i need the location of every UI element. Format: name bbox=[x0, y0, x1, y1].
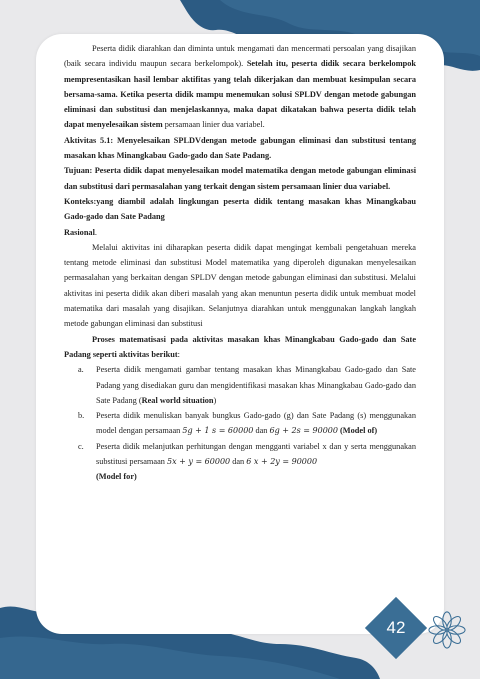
list-item bbox=[64, 439, 416, 485]
rasional-end: . bbox=[94, 227, 97, 237]
item-connector: dan bbox=[253, 426, 270, 436]
equation: 6g + 2s = 90000 bbox=[269, 426, 338, 436]
page-content bbox=[64, 41, 416, 485]
rasional-paragraph: Melalui aktivitas ini diharapkan peserta didik dapat mengingat kembali pengetahuan mereka tentang metode eliminasi dan substitusi Model matematika yang diperoleh digunakan menyelesaikan permasalahan yang berkaitan dengan SPLDV dengan metode gabungan eliminasi dan substitusi. Melalui aktivitas ini peserta didik akan diberi masalah yang akan menuntun peserta didik untuk membuat model matematika dari masalah yang disajikan. Selanjutnya diarahkan untuk menggunakan langkah langkah metode gabungan eliminasi dan substitusi bbox=[64, 242, 416, 329]
rasional-label: Rasional bbox=[64, 227, 95, 237]
flower-icon bbox=[428, 611, 466, 649]
list-item bbox=[64, 362, 416, 408]
equation: 5x + y = 60000 bbox=[166, 457, 231, 467]
item-bold: Real world situation bbox=[141, 395, 214, 405]
proses-paragraph bbox=[64, 332, 416, 363]
page-number: 42 bbox=[386, 618, 406, 637]
konteks-paragraph: Konteks:yang diambil adalah lingkungan peserta didik tentang masakan khas Minangkabau Gado-gado dan Sate Padang bbox=[64, 196, 416, 222]
item-connector: dan bbox=[230, 457, 247, 467]
tujuan-paragraph: Tujuan: Peserta didik dapat menyelesaikan model matematika dengan metode gabungan eliminasi dan substitusi dari permasalahan yang terkait dengan sistem persamaan linier dua variabel. bbox=[64, 166, 416, 191]
list-marker: c. bbox=[78, 441, 84, 451]
proses-end: : bbox=[177, 349, 180, 359]
intro-paragraph bbox=[64, 41, 416, 133]
item-text: Peserta didik melanjutkan perhitungan dengan mengganti variabel x dan y serta menggunakan substitusi persamaan bbox=[96, 441, 416, 467]
intro-text: Peserta didik diarahkan dan diminta untuk mengamati dan mencermati persoalan yang disajikan (baik secara individu maupun secara berkelompok). bbox=[64, 44, 416, 69]
item-tail: ) bbox=[213, 395, 217, 405]
item-bold: (Model of) bbox=[337, 426, 378, 436]
intro-bold-text: Setelah itu, peserta didik secara berkelompok mempresentasikan hasil lembar aktifitas yang telah dikerjakan dan membuat kesimpulan secara bersama-sama. Ketika peserta didik mampu menemukan solusi SPLDV dengan metode gabungan eliminasi dan substitusi dan menjelaskannya, maka dapat dikatakan bahwa peserta didik telah dapat menyelesaikan sistem bbox=[64, 59, 416, 130]
list-marker: b. bbox=[78, 411, 85, 421]
list-item bbox=[64, 408, 416, 439]
item-bold: (Model for) bbox=[96, 472, 137, 482]
item-text: Peserta didik menuliskan banyak bungkus Gado-gado (g) dan Sate Padang (s) menggunakan model dengan persamaan bbox=[96, 411, 416, 436]
list-marker: a. bbox=[78, 365, 84, 375]
item-text: Peserta didik mengamati gambar tentang masakan khas Minangkabau Gado-gado dan Sate Padang yang disediakan guru dan mengidentifikasi masakan khas Minangkabau Gado-gado dan Sate Padang ( bbox=[96, 365, 416, 405]
proses-text: Proses matematisasi pada aktivitas masakan khas Minangkabau Gado-gado dan Sate Padang seperti aktivitas berikut bbox=[64, 334, 416, 359]
equation: 5g + 1 s = 60000 bbox=[182, 426, 254, 436]
aktivitas-heading: Aktivitas 5.1: Menyelesaikan SPLDVdengan metode gabungan eliminasi dan substitusi tentang masakan khas Minangkabau Gado-gado dan Sate Padang. bbox=[64, 135, 416, 161]
steps-list bbox=[64, 362, 416, 484]
rasional-heading bbox=[64, 225, 416, 240]
intro-end-text: persamaan linier dua variabel. bbox=[162, 120, 265, 130]
equation: 6 x + 2y = 90000 bbox=[246, 457, 318, 467]
